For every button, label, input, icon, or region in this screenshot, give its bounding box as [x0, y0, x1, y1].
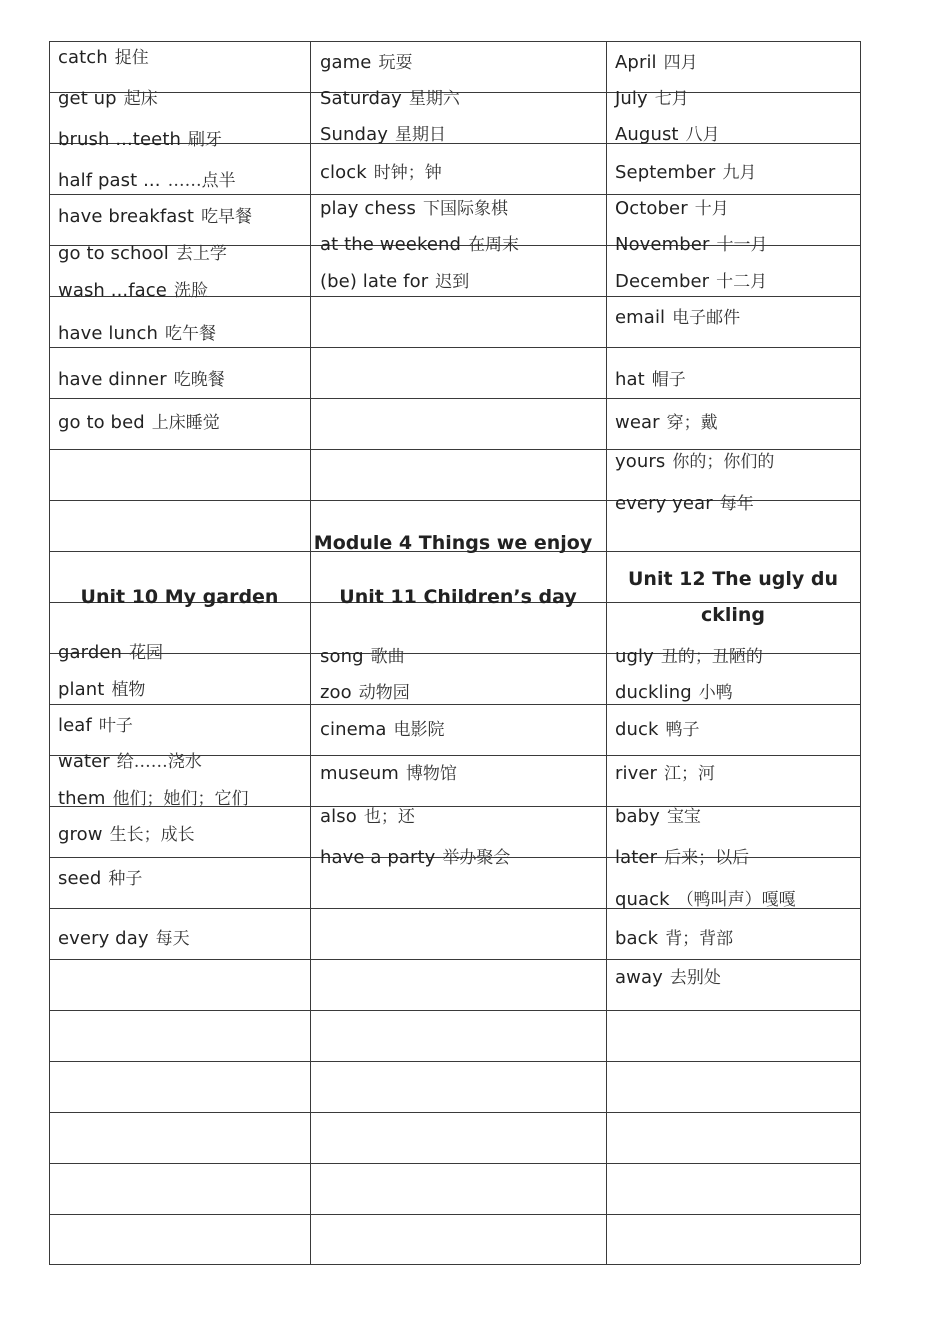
english-word: later — [615, 847, 658, 868]
english-word: back — [615, 928, 659, 949]
table-row-divider — [49, 1214, 860, 1215]
english-word: water — [58, 751, 110, 772]
chinese-meaning: 吃午餐 — [165, 324, 217, 344]
unit-11-title: Unit 11 Children’s day — [339, 586, 577, 608]
chinese-meaning: 玩耍 — [378, 53, 413, 73]
table-row-divider — [49, 1264, 860, 1265]
table-row-divider — [49, 41, 860, 42]
chinese-meaning: 帽子 — [651, 370, 686, 390]
table-row-divider — [49, 1061, 860, 1062]
chinese-meaning: 九月 — [722, 163, 757, 183]
vocab-entry — [58, 206, 252, 228]
english-word: song — [320, 646, 364, 667]
english-word: brush ...teeth — [58, 129, 181, 150]
vocab-entry — [615, 889, 796, 911]
vocab-entry — [615, 88, 689, 110]
english-word: every day — [58, 928, 149, 949]
chinese-meaning: 上床睡觉 — [151, 413, 220, 433]
english-word: have lunch — [58, 323, 159, 344]
table-row-divider — [49, 1112, 860, 1113]
vocab-entry — [58, 280, 208, 302]
english-word: wear — [615, 412, 660, 433]
table-row-divider — [49, 449, 860, 450]
chinese-meaning: 生长；成长 — [109, 825, 195, 845]
vocab-entry — [615, 369, 686, 391]
vocab-entry — [615, 52, 698, 74]
chinese-meaning: 植物 — [111, 680, 146, 700]
vocab-entry — [615, 271, 767, 293]
chinese-meaning: 电子邮件 — [672, 308, 741, 328]
vocab-entry — [615, 307, 740, 329]
chinese-meaning: 小鸭 — [698, 683, 733, 703]
vocab-entry — [320, 763, 457, 785]
chinese-meaning: 吃晚餐 — [173, 370, 225, 390]
chinese-meaning: 穿；戴 — [666, 413, 718, 433]
chinese-meaning: （鸭叫声）嘎嘎 — [676, 890, 796, 910]
english-word: Saturday — [320, 88, 402, 109]
chinese-meaning: 去上学 — [175, 244, 227, 264]
module-4-title: Module 4 Things we enjoy — [313, 532, 593, 554]
chinese-meaning: 丑的；丑陋的 — [660, 647, 763, 667]
english-word: go to school — [58, 243, 169, 264]
chinese-meaning: 后来；以后 — [664, 848, 750, 868]
vocab-entry — [58, 129, 222, 151]
vocab-entry — [58, 642, 163, 664]
chinese-meaning: 江；河 — [664, 764, 716, 784]
english-word: game — [320, 52, 372, 73]
vocab-entry — [58, 715, 133, 737]
chinese-meaning: 在周末 — [468, 235, 520, 255]
vocab-entry — [58, 788, 248, 810]
english-word: at the weekend — [320, 234, 462, 255]
vocab-entry — [58, 47, 149, 69]
chinese-meaning: 捉住 — [114, 48, 149, 68]
chinese-meaning: 博物馆 — [405, 764, 457, 784]
english-word: grow — [58, 824, 103, 845]
english-word: clock — [320, 162, 367, 183]
chinese-meaning: 去别处 — [669, 968, 721, 988]
english-word: plant — [58, 679, 105, 700]
english-word: every year — [615, 493, 713, 514]
vocab-entry — [58, 323, 216, 345]
english-word: them — [58, 788, 106, 809]
table-row-divider — [49, 398, 860, 399]
chinese-meaning: 星期日 — [394, 125, 446, 145]
unit-12-title-line2: ckling — [700, 604, 766, 626]
vocab-entry — [320, 162, 442, 184]
chinese-meaning: 背；背部 — [665, 929, 734, 949]
chinese-meaning: 歌曲 — [370, 647, 405, 667]
chinese-meaning: 每年 — [719, 494, 754, 514]
chinese-meaning: 迟到 — [435, 272, 470, 292]
table-row-divider — [49, 959, 860, 960]
chinese-meaning: 鸭子 — [665, 720, 700, 740]
english-word: duck — [615, 719, 659, 740]
english-word: November — [615, 234, 710, 255]
vocab-entry — [320, 646, 405, 668]
chinese-meaning: 叶子 — [98, 716, 133, 736]
english-word: hat — [615, 369, 645, 390]
vocab-entry — [615, 847, 749, 869]
chinese-meaning: 十一月 — [716, 235, 768, 255]
vocab-entry — [320, 52, 412, 74]
chinese-meaning: 起床 — [123, 89, 158, 109]
chinese-meaning: 十月 — [694, 199, 729, 219]
chinese-meaning: 洗脸 — [173, 281, 208, 301]
vocab-entry — [58, 824, 195, 846]
english-word: yours — [615, 451, 666, 472]
vocab-entry — [615, 412, 718, 434]
vocab-entry — [615, 967, 721, 989]
english-word: have dinner — [58, 369, 167, 390]
vocab-entry — [58, 868, 142, 890]
chinese-meaning: 动物园 — [358, 683, 410, 703]
chinese-meaning: 也；还 — [363, 807, 415, 827]
english-word: duckling — [615, 682, 692, 703]
chinese-meaning: 举办聚会 — [442, 848, 511, 868]
english-word: ugly — [615, 646, 654, 667]
chinese-meaning: 十二月 — [716, 272, 768, 292]
english-word: leaf — [58, 715, 92, 736]
english-word: cinema — [320, 719, 387, 740]
english-word: zoo — [320, 682, 352, 703]
vocab-entry — [615, 806, 701, 828]
vocab-entry — [320, 234, 519, 256]
english-word: (be) late for — [320, 271, 429, 292]
chinese-meaning: 下国际象棋 — [422, 199, 508, 219]
vocab-entry — [615, 928, 733, 950]
english-word: also — [320, 806, 357, 827]
english-word: half past ... — [58, 170, 161, 191]
chinese-meaning: 四月 — [663, 53, 698, 73]
table-row-divider — [49, 1010, 860, 1011]
chinese-meaning: 宝宝 — [666, 807, 701, 827]
english-word: museum — [320, 763, 399, 784]
vocab-entry — [320, 88, 460, 110]
english-word: go to bed — [58, 412, 145, 433]
vocab-entry — [615, 719, 700, 741]
english-word: September — [615, 162, 716, 183]
unit-10-title: Unit 10 My garden — [80, 586, 279, 608]
table-row-divider — [49, 347, 860, 348]
english-word: have a party — [320, 847, 436, 868]
english-word: December — [615, 271, 710, 292]
vocab-entry — [320, 806, 415, 828]
chinese-meaning: 星期六 — [408, 89, 460, 109]
table-column-divider — [310, 41, 311, 1264]
chinese-meaning: 七月 — [654, 89, 689, 109]
vocab-entry — [320, 682, 410, 704]
chinese-meaning: 你的；你们的 — [672, 452, 775, 472]
english-word: quack — [615, 889, 670, 910]
english-word: April — [615, 52, 657, 73]
vocab-entry — [615, 234, 767, 256]
unit-12-title-line1: Unit 12 The ugly du — [628, 568, 838, 590]
chinese-meaning: 八月 — [685, 125, 720, 145]
chinese-meaning: 电影院 — [393, 720, 445, 740]
table-row-divider — [49, 194, 860, 195]
table-column-divider — [49, 41, 50, 1264]
english-word: Sunday — [320, 124, 388, 145]
english-word: email — [615, 307, 666, 328]
vocab-entry — [58, 679, 145, 701]
vocab-entry — [58, 751, 202, 773]
english-word: wash ...face — [58, 280, 167, 301]
chinese-meaning: 每天 — [155, 929, 190, 949]
english-word: seed — [58, 868, 102, 889]
vocab-entry — [615, 682, 733, 704]
vocab-entry — [58, 170, 236, 192]
vocab-entry — [615, 493, 754, 515]
english-word: October — [615, 198, 688, 219]
table-column-divider — [860, 41, 861, 1264]
vocab-entry — [320, 124, 446, 146]
chinese-meaning: 吃早餐 — [201, 207, 253, 227]
english-word: garden — [58, 642, 123, 663]
vocab-entry — [58, 369, 225, 391]
english-word: river — [615, 763, 658, 784]
english-word: have breakfast — [58, 206, 195, 227]
vocab-entry — [615, 198, 729, 220]
vocab-entry — [320, 847, 510, 869]
vocab-entry — [615, 162, 756, 184]
table-column-divider — [606, 41, 607, 1264]
vocab-entry — [615, 646, 763, 668]
english-word: play chess — [320, 198, 416, 219]
english-word: get up — [58, 88, 117, 109]
chinese-meaning: 给……浇水 — [116, 752, 202, 772]
vocab-entry — [320, 719, 445, 741]
vocab-entry — [320, 271, 469, 293]
english-word: July — [615, 88, 648, 109]
vocab-entry — [615, 451, 774, 473]
vocab-entry — [320, 198, 508, 220]
chinese-meaning: 花园 — [129, 643, 164, 663]
vocab-entry — [58, 928, 190, 950]
english-word: catch — [58, 47, 108, 68]
vocab-entry — [58, 88, 158, 110]
vocab-entry — [58, 412, 220, 434]
chinese-meaning: 刷牙 — [187, 130, 222, 150]
chinese-meaning: ……点半 — [167, 171, 236, 191]
english-word: away — [615, 967, 663, 988]
vocab-entry — [58, 243, 227, 265]
vocab-entry — [615, 124, 720, 146]
vocab-entry — [615, 763, 715, 785]
english-word: August — [615, 124, 679, 145]
english-word: baby — [615, 806, 660, 827]
table-row-divider — [49, 704, 860, 705]
chinese-meaning: 时钟；钟 — [373, 163, 442, 183]
table-row-divider — [49, 1163, 860, 1164]
chinese-meaning: 种子 — [108, 869, 143, 889]
chinese-meaning: 他们；她们；它们 — [112, 789, 249, 809]
